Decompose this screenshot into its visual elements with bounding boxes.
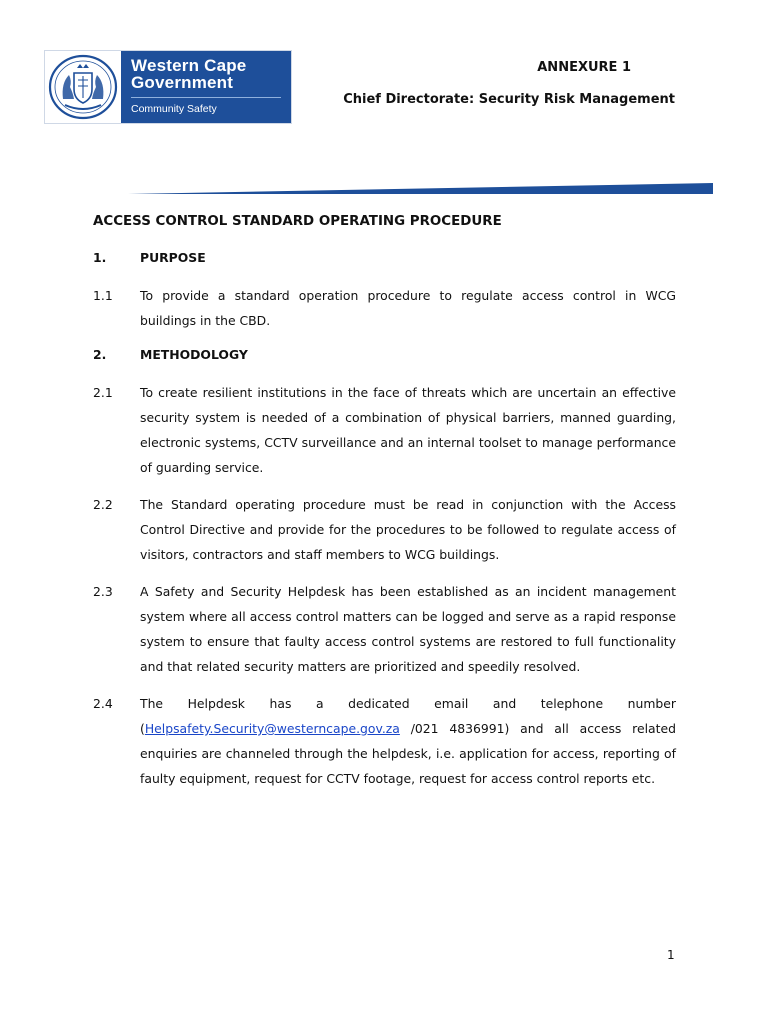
header-swoosh-divider (128, 181, 713, 195)
paragraph-text: The Standard operating procedure must be read in conjunction with the Access Control Directive and provide for the procedures to be followed to regulate access of visitors, contractors and staff members to WCG buildings. (140, 497, 676, 562)
paragraph-text-post: /021 4836991) and all access related enquiries are channeled through the helpdesk, i.e. application for access, reporting of faulty equipment, request for CCTV footage, request for access control reports etc. (140, 721, 676, 786)
coat-of-arms-icon (47, 53, 119, 121)
paragraph-number: 2.3 (93, 584, 113, 599)
paragraph-2-4 (93, 691, 676, 791)
logo-subtitle: Community Safety (131, 103, 217, 115)
section-number: 1. (93, 250, 107, 265)
paragraph-text: To create resilient institutions in the face of threats which are uncertain an effective security system is needed of a combination of physical barriers, manned guarding, electronic systems, CCTV surveillance and an internal toolset to manage performance of guarding service. (140, 385, 676, 475)
directorate-label: Chief Directorate: Security Risk Management (343, 92, 675, 107)
logo-title-line1: Western Cape (131, 56, 247, 75)
logo-title-line2: Government (131, 73, 234, 92)
document-body (93, 212, 676, 803)
section-heading-methodology (93, 345, 676, 365)
logo (44, 50, 292, 124)
paragraph-number: 2.1 (93, 385, 113, 400)
paragraph-2-2 (93, 492, 676, 567)
paragraph-number: 1.1 (93, 288, 113, 303)
section-heading-text: METHODOLOGY (140, 347, 248, 362)
page-number: 1 (667, 948, 675, 962)
annexure-label: ANNEXURE 1 (537, 60, 631, 75)
paragraph-number: 2.2 (93, 497, 113, 512)
logo-divider (131, 97, 281, 98)
paragraph-2-3 (93, 579, 676, 679)
paragraph-text: To provide a standard operation procedure to regulate access control in WCG buildings in the CBD. (140, 288, 676, 328)
paragraph-1-1 (93, 283, 676, 333)
paragraph-text (140, 691, 676, 791)
paragraph-text: A Safety and Security Helpdesk has been established as an incident management system where all access control matters can be logged and serve as a rapid response system to ensure that faulty access control systems are restored to full functionality and that related security matters are prioritized and speedily resolved. (140, 584, 676, 674)
section-number: 2. (93, 347, 107, 362)
paragraph-number: 2.4 (93, 696, 113, 711)
section-heading-text: PURPOSE (140, 250, 206, 265)
logo-band (121, 51, 291, 123)
helpdesk-email-link[interactable]: Helpsafety.Security@westerncape.gov.za (144, 721, 400, 736)
section-heading-purpose (93, 248, 676, 268)
paragraph-text-pre: The Helpdesk has a dedicated email and telephone number ( (140, 696, 676, 736)
paragraph-2-1 (93, 380, 676, 480)
document-title: ACCESS CONTROL STANDARD OPERATING PROCEDURE (93, 214, 502, 229)
